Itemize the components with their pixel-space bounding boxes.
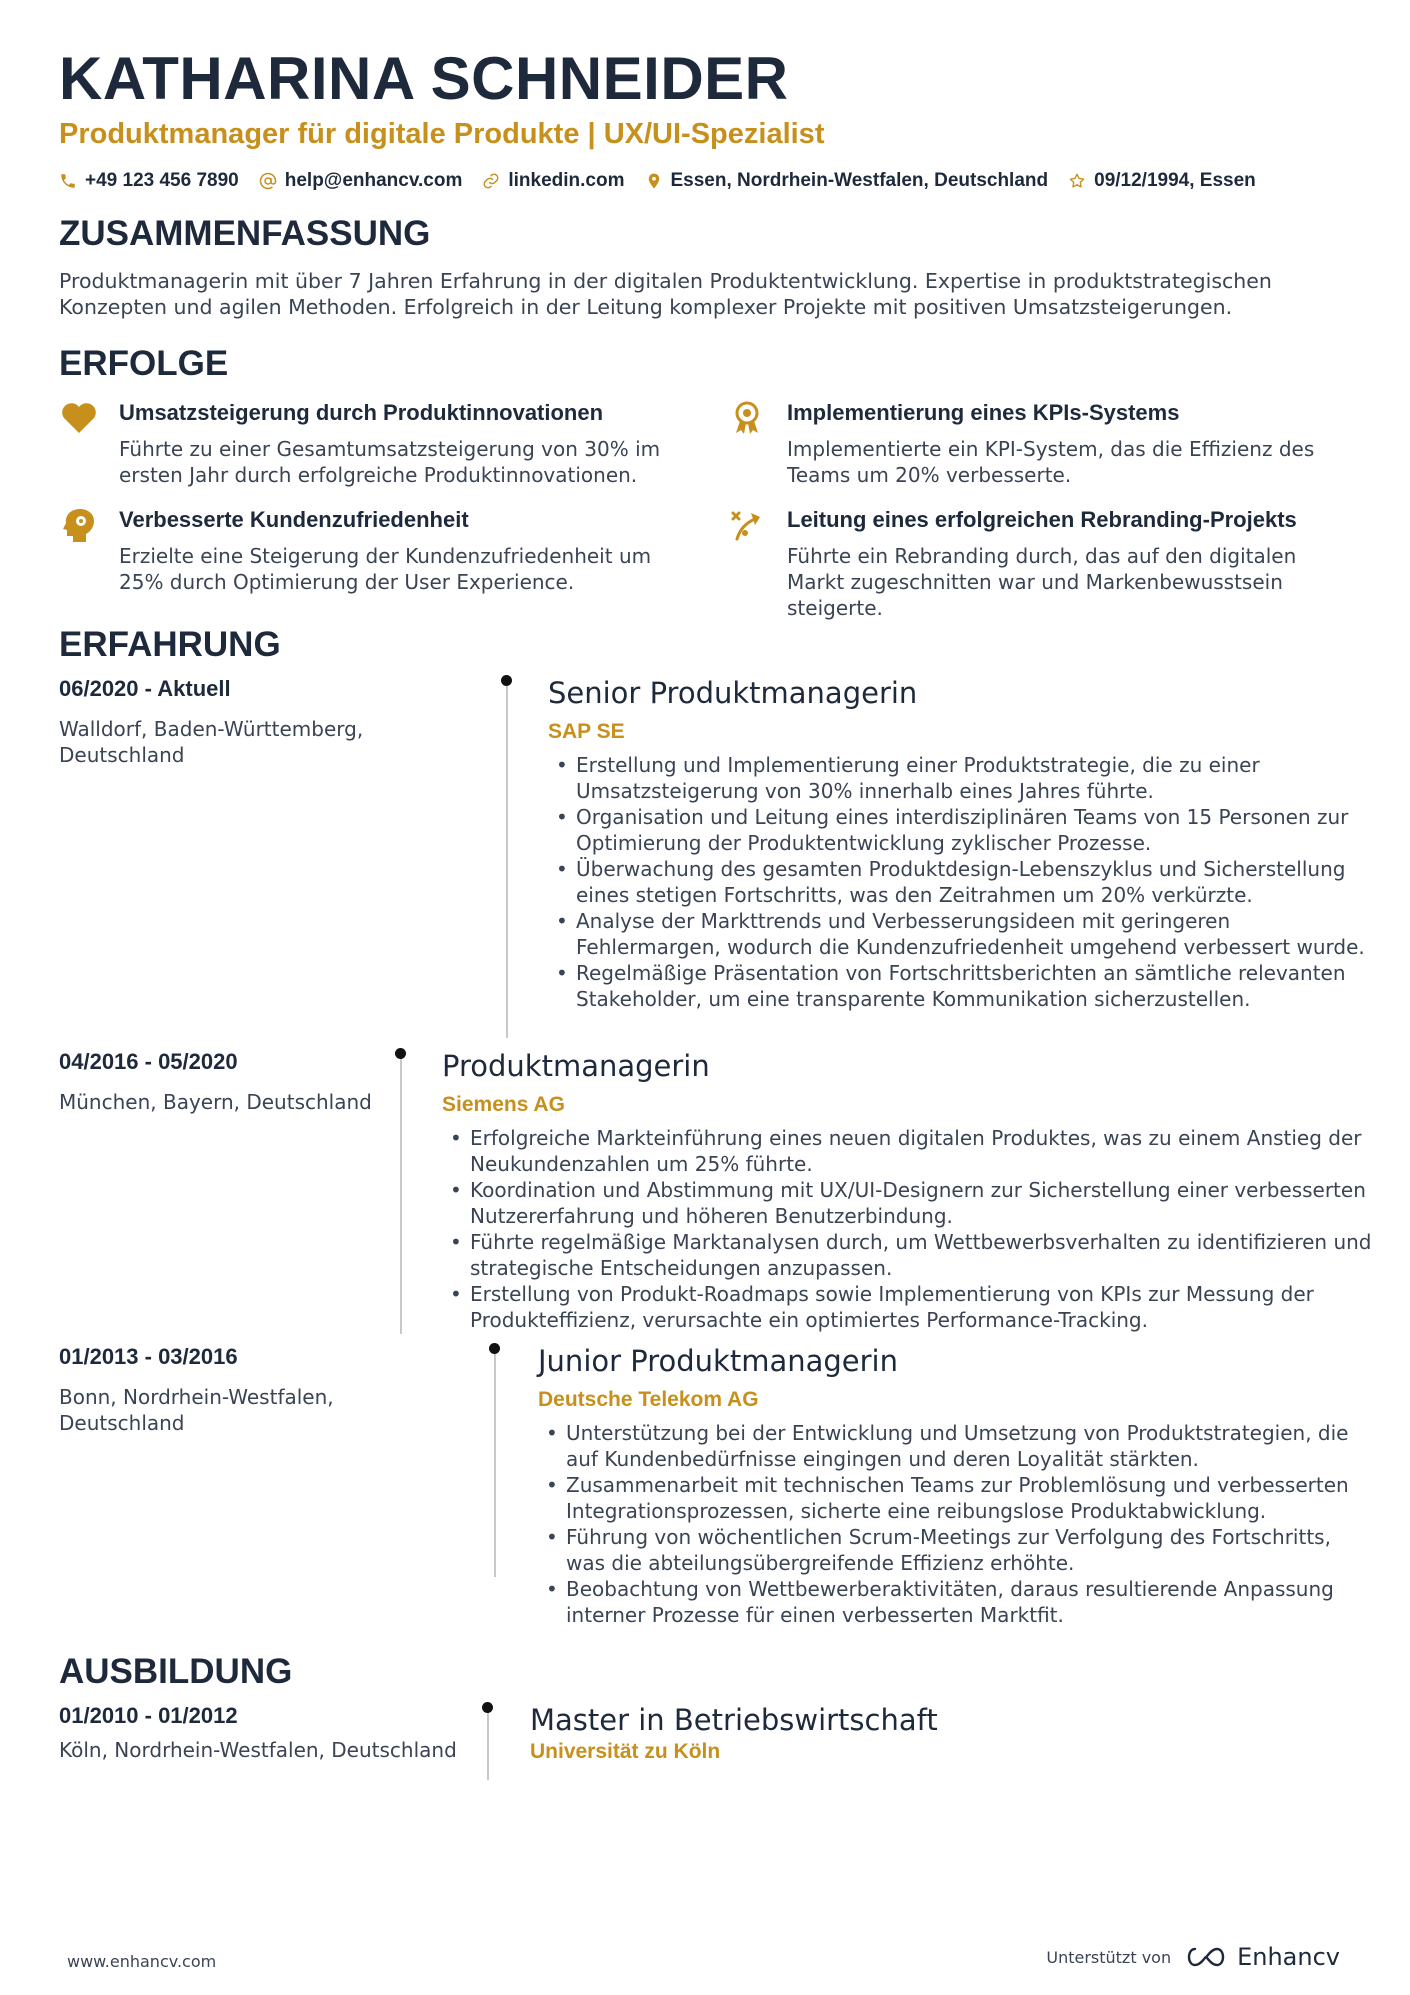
company-name: SAP SE <box>548 720 625 743</box>
contact-location <box>645 170 1049 192</box>
strategy-arrow-icon <box>727 505 767 545</box>
list-item: • Führte regelmäßige Marktanalysen durch, um Wettbewerbsverhalten zu identifizieren und strategische Entscheidungen anzupassen. <box>442 1229 1372 1281</box>
phone-text: +49 123 456 7890 <box>85 170 239 191</box>
heart-icon <box>59 398 99 438</box>
timeline-dot <box>489 1343 500 1354</box>
brand-name: Enhancv <box>1237 1943 1340 1971</box>
list-item: • Regelmäßige Präsentation von Fortschrittsberichten an sämtliche relevanten Stakeholder, um eine transparente Kommunikation sicherzustellen. <box>548 960 1368 1012</box>
experience-location: Walldorf, Baden-Württemberg, Deutschland <box>59 717 364 767</box>
infinity-logo-icon <box>1183 1945 1229 1969</box>
education-date: 01/2010 - 01/2012 <box>59 1703 238 1728</box>
job-bullets <box>538 1420 1368 1628</box>
contact-linkedin[interactable] <box>482 170 624 192</box>
achievement-text: Führte ein Rebranding durch, das auf den digitalen Markt zugeschnitten war und Markenbewusstsein steigerte. <box>787 544 1297 620</box>
achievement-text: Implementierte ein KPI-System, das die Effizienz des Teams um 20% verbesserte. <box>787 437 1315 487</box>
timeline-dot <box>482 1702 493 1713</box>
achievement-title: Verbesserte Kundenzufriedenheit <box>119 507 469 532</box>
location-text: Essen, Nordrhein-Westfalen, Deutschland <box>670 170 1049 191</box>
job-title: Senior Produktmanagerin <box>548 676 918 710</box>
company-name: Siemens AG <box>442 1093 565 1116</box>
enhancv-logo[interactable] <box>1183 1943 1340 1971</box>
list-item: • Organisation und Leitung eines interdisziplinären Teams von 15 Personen zur Optimierung der Produktentwicklung zyklischer Prozesse. <box>548 804 1368 856</box>
list-item: • Überwachung des gesamten Produktdesign-Lebenszyklus und Sicherstellung eines stetigen Fortschritts, was den Zeitrahmen um 20% verkürzte. <box>548 856 1368 908</box>
timeline-line <box>506 683 508 1038</box>
degree-title: Master in Betriebswirtschaft <box>530 1703 938 1737</box>
education-heading: AUSBILDUNG <box>59 1652 293 1691</box>
job-bullets <box>442 1125 1372 1333</box>
experience-location: München, Bayern, Deutschland <box>59 1090 372 1114</box>
company-name: Deutsche Telekom AG <box>538 1388 759 1411</box>
summary-text: Produktmanagerin mit über 7 Jahren Erfahrung in der digitalen Produktentwicklung. Expertise in produktstrategischen Konzepten und agilen Methoden. Erfolgreich in der Leitung komplexer Projekte mit positiven Umsatzsteigerungen. <box>59 269 1272 319</box>
link-icon <box>482 172 500 190</box>
contact-bar <box>59 170 1276 192</box>
list-item: • Analyse der Markttrends und Verbesserungsideen mit geringeren Fehlermargen, wodurch die Kundenzufriedenheit umgehend verbessert wurde. <box>548 908 1368 960</box>
list-item: • Zusammenarbeit mit technischen Teams zur Problemlösung und verbesserten Integrationsprozessen, sicherte eine reibungslose Produktabwicklung. <box>538 1472 1368 1524</box>
experience-heading: ERFAHRUNG <box>59 625 281 664</box>
contact-birth <box>1068 170 1256 192</box>
list-item: • Führung von wöchentlichen Scrum-Meetings zur Verfolgung des Fortschritts, was die abteilungsübergreifende Effizienz erhöhte. <box>538 1524 1368 1576</box>
achievement-title: Leitung eines erfolgreichen Rebranding-Projekts <box>787 507 1297 532</box>
school-name: Universität zu Köln <box>530 1740 721 1763</box>
powered-by-text: Unterstützt von <box>1046 1947 1172 1967</box>
list-item: • Unterstützung bei der Entwicklung und Umsetzung von Produktstrategien, die auf Kundenbedürfnisse eingingen und deren Loyalität stärkten. <box>538 1420 1368 1472</box>
email-text: help@enhancv.com <box>284 170 463 191</box>
star-icon <box>1068 172 1086 190</box>
timeline-dot <box>395 1048 406 1059</box>
achievement-title: Umsatzsteigerung durch Produktinnovationen <box>119 400 604 425</box>
experience-date: 04/2016 - 05/2020 <box>59 1049 238 1074</box>
phone-icon <box>59 172 77 190</box>
candidate-headline: Produktmanager für digitale Produkte | UX/UI-Spezialist <box>59 118 825 150</box>
achievements-heading: ERFOLGE <box>59 344 229 383</box>
award-medal-icon <box>727 398 767 438</box>
at-sign-icon <box>259 172 277 190</box>
footer-website[interactable]: www.enhancv.com <box>67 1952 217 1971</box>
achievement-title: Implementierung eines KPIs-Systems <box>787 400 1180 425</box>
list-item: • Erfolgreiche Markteinführung eines neuen digitalen Produktes, was zu einem Anstieg der Neukundenzahlen um 25% führte. <box>442 1125 1372 1177</box>
contact-email[interactable] <box>259 170 463 192</box>
achievement-text: Führte zu einer Gesamtumsatzsteigerung von 30% im ersten Jahr durch erfolgreiche Produktinnovationen. <box>119 437 661 487</box>
education-location: Köln, Nordrhein-Westfalen, Deutschland <box>59 1738 457 1762</box>
list-item: • Erstellung von Produkt-Roadmaps sowie Implementierung von KPIs zur Messung der Produkteffizienz, verursachte ein optimiertes Performance-Tracking. <box>442 1281 1372 1333</box>
achievement-text: Erzielte eine Steigerung der Kundenzufriedenheit um 25% durch Optimierung der User Experience. <box>119 544 652 594</box>
experience-location: Bonn, Nordrhein-Westfalen, Deutschland <box>59 1385 334 1435</box>
footer-branding <box>1046 1943 1340 1971</box>
job-title: Produktmanagerin <box>442 1049 710 1083</box>
timeline-line <box>487 1710 489 1780</box>
experience-date: 06/2020 - Aktuell <box>59 676 231 701</box>
summary-heading: ZUSAMMENFASSUNG <box>59 214 431 253</box>
head-idea-icon <box>59 505 99 545</box>
contact-phone[interactable] <box>59 170 239 192</box>
timeline-line <box>400 1056 402 1334</box>
timeline-line <box>494 1351 496 1577</box>
job-title: Junior Produktmanagerin <box>538 1344 898 1378</box>
list-item: • Koordination und Abstimmung mit UX/UI-Designern zur Sicherstellung einer verbesserten Nutzererfahrung und höheren Benutzerbindung. <box>442 1177 1372 1229</box>
job-bullets <box>548 752 1368 1012</box>
experience-date: 01/2013 - 03/2016 <box>59 1344 238 1369</box>
location-pin-icon <box>645 172 663 190</box>
list-item: • Beobachtung von Wettbewerberaktivitäten, daraus resultierende Anpassung interner Prozesse für einen verbesserten Marktfit. <box>538 1576 1368 1628</box>
list-item: • Erstellung und Implementierung einer Produktstrategie, die zu einer Umsatzsteigerung von 30% innerhalb eines Jahres führte. <box>548 752 1368 804</box>
linkedin-text: linkedin.com <box>508 170 625 191</box>
candidate-name: KATHARINA SCHNEIDER <box>59 45 789 112</box>
birth-text: 09/12/1994, Essen <box>1094 170 1256 191</box>
timeline-dot <box>501 675 512 686</box>
